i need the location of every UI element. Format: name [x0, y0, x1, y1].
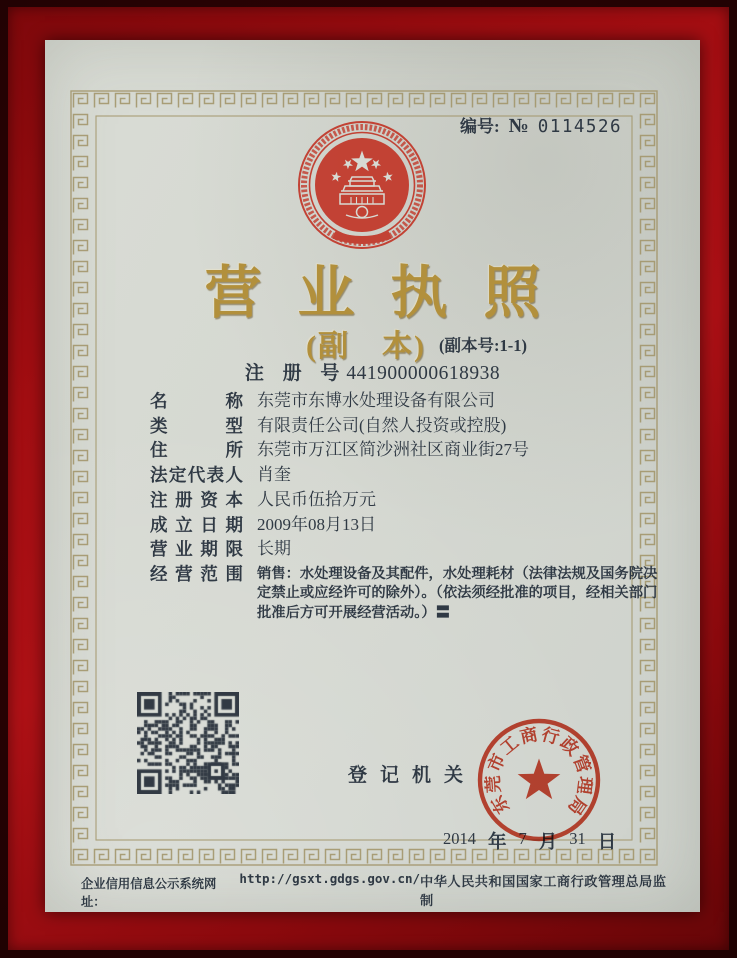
date-month: 7: [518, 829, 527, 848]
field-label: 类型: [150, 415, 243, 436]
certificate-title: 营业执照: [204, 262, 577, 325]
registrar-label: 登记机关: [348, 765, 477, 786]
china-national-emblem-icon: [295, 118, 429, 252]
field-row-address: [150, 441, 660, 459]
field-value: 有限责任公司(自然人投资或控股): [257, 415, 507, 435]
field-label: 名称: [150, 391, 243, 411]
field-row-type: [150, 417, 660, 435]
field-value: 肖奎: [257, 465, 291, 485]
field-label: 经营范围: [150, 563, 243, 584]
credit-site-url: http://gsxt.gdgs.gov.cn/: [239, 871, 421, 886]
field-label: 注册资本: [150, 489, 243, 510]
field-row-business-scope: [150, 565, 660, 623]
numero-symbol: №: [508, 115, 529, 137]
certificate-paper: [45, 40, 700, 912]
field-label: 成立日期: [150, 514, 243, 535]
credit-site-label: 企业信用信息公示系统网址：: [81, 877, 217, 909]
footer-left: [81, 871, 420, 910]
field-value: 人民币伍拾万元: [257, 489, 376, 509]
serial-digits: 0114526: [537, 117, 623, 137]
copy-number: (副本号:1-1): [439, 336, 527, 355]
field-value: 长期: [257, 539, 291, 559]
copy-label: (副 本): [306, 330, 426, 363]
field-value: 东莞市万江区简沙洲社区商业街27号: [257, 440, 529, 460]
field-row-name: [150, 392, 660, 410]
date-day-unit: 日: [597, 833, 617, 853]
date-month-unit: 月: [538, 833, 558, 853]
field-value: 东莞市东博水处理设备有限公司: [257, 391, 495, 410]
date-year: 2014: [443, 829, 476, 848]
issuing-authority-note: 中华人民共和国国家工商行政管理总局监制: [420, 874, 667, 908]
field-label: 营业期限: [150, 539, 243, 560]
serial-number: [460, 112, 622, 138]
registration-number-value: 441900000618938: [346, 363, 501, 384]
field-row-establish-date: [150, 516, 660, 534]
registration-number-label: 注 册 号: [244, 363, 347, 384]
field-row-legal-representative: [150, 466, 660, 484]
registrar-round-seal-icon: [463, 704, 615, 856]
seal-text: 东莞市工商行政管理局: [482, 723, 596, 820]
field-value: 销售：水处理设备及其配件，水处理耗材（法律法规及国务院决定禁止或应经许可的除外）。（依法须经批准的项目，经相关部门批准后方可开展经营活动。）〓: [257, 565, 658, 621]
field-label: 法定代表人: [150, 465, 243, 486]
field-row-business-term: [150, 540, 660, 558]
field-label: 住所: [150, 440, 243, 461]
field-value: 2009年08月13日: [257, 514, 376, 534]
certificate-fields: [150, 392, 660, 630]
date-day: 31: [569, 829, 586, 848]
date-year-unit: 年: [488, 833, 507, 853]
registration-number-line: [45, 358, 700, 385]
certificate-footer: [81, 871, 676, 910]
serial-label: 编号:: [460, 117, 500, 136]
field-row-registered-capital: [150, 491, 660, 509]
qr-code-icon: [137, 692, 239, 794]
